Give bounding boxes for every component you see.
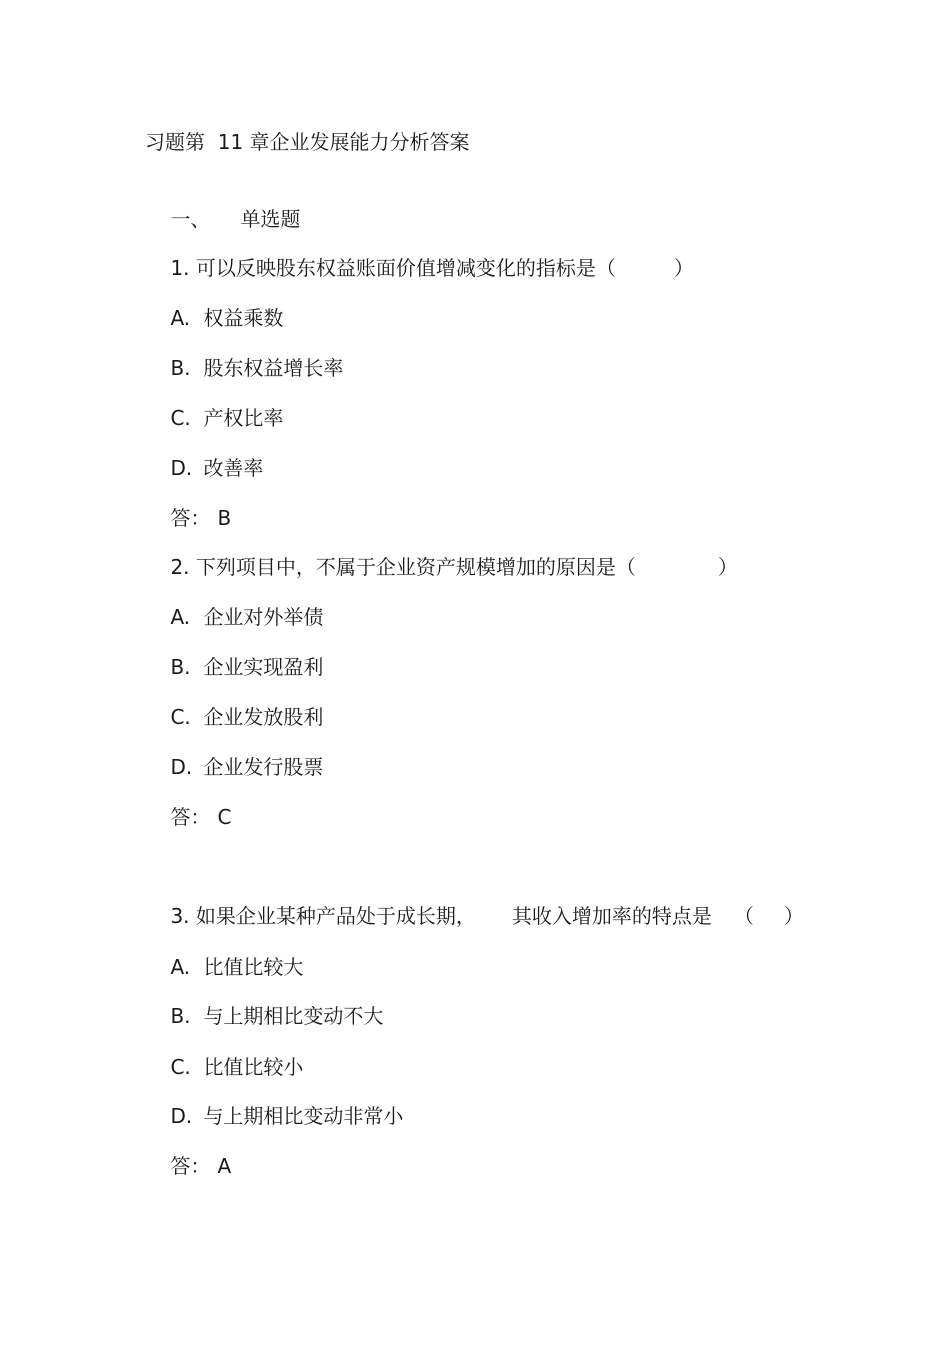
question-stem-mid: 其收入增加率的特点是 [511, 904, 712, 928]
option-text: 企业实现盈利 [203, 655, 324, 679]
question-stem-open: （ [733, 904, 754, 928]
option-letter: D. [170, 456, 193, 480]
question-stem-close: ） [717, 555, 738, 579]
option-letter: B. [170, 1004, 191, 1028]
option-text: 权益乘数 [203, 306, 284, 330]
option-letter: D. [170, 1104, 193, 1128]
answer-3 [145, 1127, 231, 1205]
option-letter: A. [170, 605, 191, 629]
option-letter: C. [170, 406, 191, 430]
option-text: 与上期相比变动非常小 [203, 1104, 404, 1128]
option-text: 比值比较小 [203, 1055, 304, 1079]
answer-label: 答： [170, 1154, 211, 1178]
question-stem-text: 3. 如果企业某种产品处于成长期， [170, 904, 476, 928]
answer-2 [145, 778, 231, 856]
section-label: 单选题 [240, 207, 301, 231]
option-letter: C. [170, 1055, 191, 1079]
answer-label: 答： [170, 506, 211, 530]
answer-value: B [217, 506, 232, 530]
answer-value: A [217, 1154, 232, 1178]
option-text: 比值比较大 [203, 955, 304, 979]
answer-value: C [217, 805, 232, 829]
option-text: 产权比率 [203, 406, 284, 430]
option-text: 改善率 [203, 456, 264, 480]
option-letter: D. [170, 755, 193, 779]
option-letter: A. [170, 306, 191, 330]
page-title: 习题第 11 章企业发展能力分析答案 [145, 130, 470, 154]
option-letter: A. [170, 955, 191, 979]
question-stem-close: ） [673, 256, 694, 280]
question-stem-text: 1. 可以反映股东权益账面价值增减变化的指标是（ [170, 256, 616, 280]
option-letter: B. [170, 356, 191, 380]
answer-label: 答： [170, 805, 211, 829]
question-stem-text: 2. 下列项目中，不属于企业资产规模增加的原因是（ [170, 555, 636, 579]
option-text: 企业发放股利 [203, 705, 324, 729]
option-letter: B. [170, 655, 191, 679]
section-number: 一、 [170, 207, 211, 231]
question-stem-close: ） [783, 904, 804, 928]
option-text: 企业对外举债 [203, 605, 324, 629]
option-text: 股东权益增长率 [203, 356, 344, 380]
option-text: 与上期相比变动不大 [203, 1004, 384, 1028]
option-letter: C. [170, 705, 191, 729]
option-text: 企业发行股票 [203, 755, 324, 779]
